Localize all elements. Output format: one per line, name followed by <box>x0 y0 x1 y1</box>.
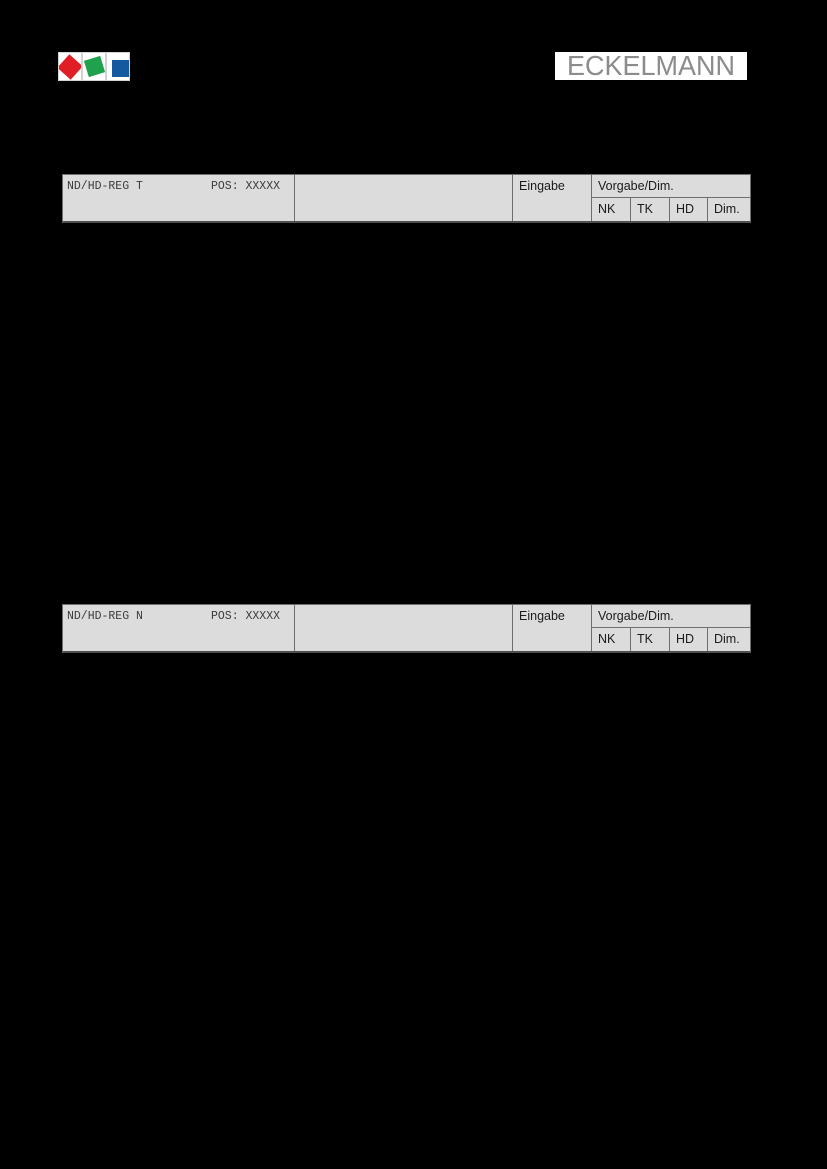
green-square-icon <box>83 56 104 77</box>
blue-square-icon <box>112 60 129 77</box>
column-header-nk: NK <box>592 198 631 221</box>
spec-table-ndhd-reg-t <box>62 174 751 223</box>
table-pos-label: POS: XXXXX <box>210 180 280 193</box>
column-header-hd: HD <box>670 198 708 221</box>
spec-table-ndhd-reg-n <box>62 604 751 653</box>
column-header-tk: TK <box>631 628 670 651</box>
column-header-vorgabe-dim: Vorgabe/Dim. <box>592 175 750 198</box>
column-header-vorgabe-dim: Vorgabe/Dim. <box>592 605 750 628</box>
table-pos-label: POS: XXXXX <box>210 610 280 623</box>
wordmark-logo <box>555 52 747 80</box>
column-header-dim: Dim. <box>714 632 740 646</box>
column-header-nk: NK <box>592 628 631 651</box>
table-title-cell <box>63 175 295 221</box>
red-square-icon <box>58 54 82 79</box>
table-empty-cell <box>295 605 513 651</box>
wordmark-text: ECKELMANN <box>566 50 736 81</box>
logo-cell-green <box>82 52 106 81</box>
column-header-hd: HD <box>670 628 708 651</box>
table-title-cell <box>63 605 295 651</box>
table-empty-cell <box>295 175 513 221</box>
column-header-eingabe: Eingabe <box>513 605 592 651</box>
table-title: ND/HD-REG T <box>67 180 143 193</box>
table-title: ND/HD-REG N <box>67 610 143 623</box>
column-header-tk: TK <box>631 198 670 221</box>
logo-cell-blue <box>106 52 130 81</box>
logo-cell-red <box>58 52 82 81</box>
column-header-dim: Dim. <box>714 202 740 216</box>
brand-logo <box>58 52 130 81</box>
column-header-eingabe: Eingabe <box>513 175 592 221</box>
